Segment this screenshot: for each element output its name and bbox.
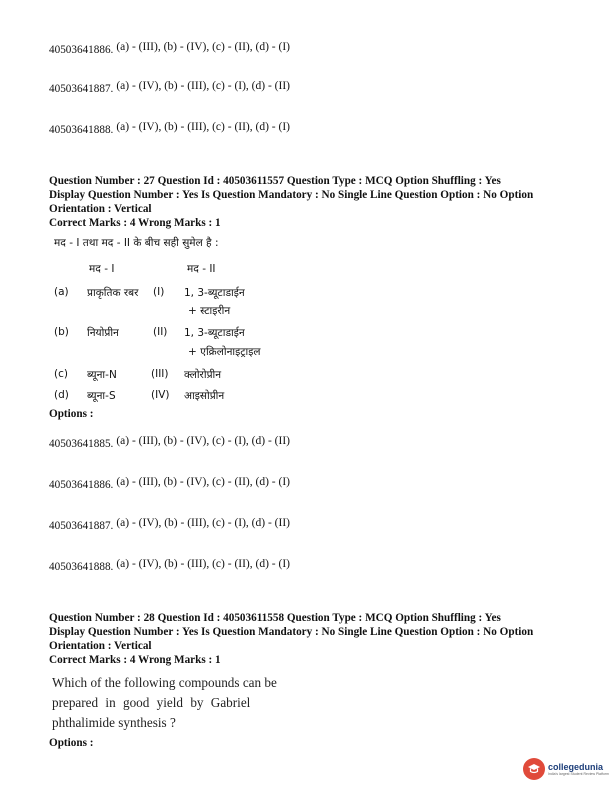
meta-line: Orientation : Vertical bbox=[49, 640, 152, 652]
option-id: 40503641885. bbox=[49, 438, 114, 450]
row-item: ब्यूना-N bbox=[87, 369, 117, 381]
option-id: 40503641888. bbox=[49, 124, 114, 136]
option-text: (a) - (IV), (b) - (III), (c) - (II), (d) - (I) bbox=[116, 121, 290, 133]
row-num: (II) bbox=[153, 326, 168, 338]
question-meta bbox=[49, 611, 533, 667]
question-line: phthalimide synthesis ? bbox=[52, 715, 176, 730]
question-meta bbox=[49, 174, 533, 230]
logo-tagline: India's largest Student Review Platform bbox=[548, 771, 609, 776]
question-intro: मद - I तथा मद - II के बीच सही सुमेल है : bbox=[54, 237, 219, 249]
option-row bbox=[49, 431, 290, 449]
row-label: (d) bbox=[54, 389, 69, 401]
options-label: Options : bbox=[49, 408, 94, 420]
meta-line: Question Number : 28 Question Id : 40503611558 Question Type : MCQ Option Shuffling : Yes bbox=[49, 612, 501, 624]
option-id: 40503641886. bbox=[49, 44, 114, 56]
option-row bbox=[49, 472, 290, 490]
option-id: 40503641888. bbox=[49, 561, 114, 573]
column-header-1: मद - I bbox=[89, 263, 115, 275]
collegedunia-logo bbox=[523, 756, 609, 782]
meta-line: Orientation : Vertical bbox=[49, 203, 152, 215]
option-text: (a) - (III), (b) - (IV), (c) - (II), (d) - (I) bbox=[116, 41, 290, 53]
row-label: (c) bbox=[54, 368, 68, 380]
option-row bbox=[49, 76, 290, 94]
row-match: 1, 3-ब्यूटाडाईन bbox=[184, 287, 245, 299]
row-match: क्लोरोप्रीन bbox=[184, 369, 222, 381]
option-text: (a) - (III), (b) - (IV), (c) - (I), (d) - (II) bbox=[116, 435, 290, 447]
option-row bbox=[49, 37, 290, 55]
column-header-2: मद - II bbox=[187, 263, 216, 275]
question-line: prepared in good yield by Gabriel bbox=[52, 695, 251, 710]
marks-line: Correct Marks : 4 Wrong Marks : 1 bbox=[49, 217, 221, 229]
row-match-cont: + एक्रिलोनाइट्राइल bbox=[188, 346, 261, 358]
logo-name: collegedunia bbox=[548, 761, 604, 772]
option-row bbox=[49, 513, 290, 531]
row-item: नियोप्रीन bbox=[87, 327, 119, 339]
option-text: (a) - (IV), (b) - (III), (c) - (I), (d) - (II) bbox=[116, 517, 290, 529]
option-row bbox=[49, 117, 290, 135]
option-id: 40503641887. bbox=[49, 83, 114, 95]
options-label: Options : bbox=[49, 737, 94, 749]
option-text: (a) - (III), (b) - (IV), (c) - (II), (d) - (I) bbox=[116, 476, 290, 488]
graduation-cap-icon bbox=[523, 758, 545, 780]
meta-line: Question Number : 27 Question Id : 40503611557 Question Type : MCQ Option Shuffling : Yes bbox=[49, 175, 501, 187]
marks-line: Correct Marks : 4 Wrong Marks : 1 bbox=[49, 654, 221, 666]
row-num: (III) bbox=[151, 368, 169, 380]
question-text bbox=[52, 673, 277, 733]
row-num: (IV) bbox=[151, 389, 170, 401]
meta-line: Display Question Number : Yes Is Question Mandatory : No Single Line Question Option : No Option bbox=[49, 189, 534, 201]
row-match: आइसोप्रीन bbox=[184, 390, 225, 402]
meta-line: Display Question Number : Yes Is Question Mandatory : No Single Line Question Option : No Option bbox=[49, 626, 534, 638]
row-label: (a) bbox=[54, 286, 69, 298]
option-id: 40503641887. bbox=[49, 520, 114, 532]
row-item: ब्यूना-S bbox=[87, 390, 116, 402]
row-match: 1, 3-ब्यूटाडाईन bbox=[184, 327, 245, 339]
option-row bbox=[49, 554, 290, 572]
row-num: (I) bbox=[153, 286, 165, 298]
row-item: प्राकृतिक रबर bbox=[87, 287, 139, 299]
row-label: (b) bbox=[54, 326, 69, 338]
row-match-cont: + स्टाइरीन bbox=[188, 305, 231, 317]
option-id: 40503641886. bbox=[49, 479, 114, 491]
option-text: (a) - (IV), (b) - (III), (c) - (II), (d) - (I) bbox=[116, 558, 290, 570]
option-text: (a) - (IV), (b) - (III), (c) - (I), (d) - (II) bbox=[116, 80, 290, 92]
question-line: Which of the following compounds can be bbox=[52, 675, 277, 690]
